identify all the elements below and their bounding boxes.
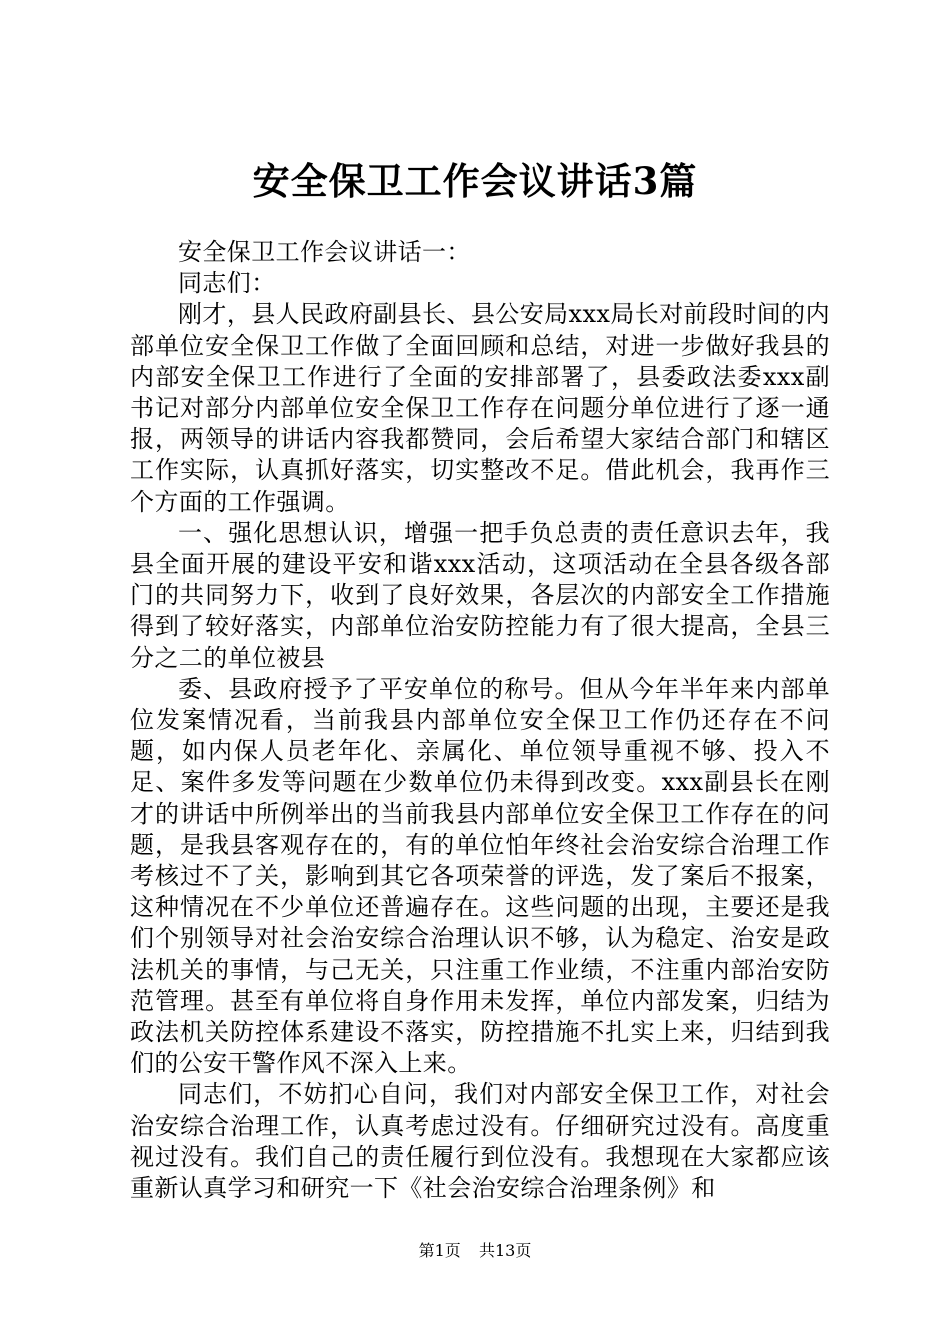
paragraph-salutation: 同志们： (178, 269, 276, 298)
paragraph: 同志们，不妨扪心自问，我们对内部安全保卫工作，对社会治安综合治理工作，认真考虑过没有。仔细研究过没有。高度重视过没有。我们自己的责任履行到位没有。我想现在大家都应该重新认真学习和研究一下《社会治安综合治理条例》和 (130, 1080, 830, 1203)
paragraph: 刚才，县人民政府副县长、县公安局xxx局长对前段时间的内部单位安全保卫工作做了全面回顾和总结，对进一步做好我县的内部安全保卫工作进行了全面的安排部署了，县委政法委xxx副书记对部分内部单位安全保卫工作存在问题分单位进行了逐一通报，两领导的讲话内容我都赞同，会后希望大家结合部门和辖区工作实际，认真抓好落实，切实整改不足。借此机会，我再作三个方面的工作强调。 (130, 300, 830, 516)
page-footer (0, 1239, 950, 1263)
page-separator (466, 1241, 474, 1260)
page-total: 共13页 (479, 1241, 532, 1260)
document-body (130, 237, 830, 1204)
paragraph: 委、县政府授予了平安单位的称号。但从今年半年来内部单位发案情况看，当前我县内部单位安全保卫工作仍还存在不问题，如内保人员老年化、亲属化、单位领导重视不够、投入不足、案件多发等问题在少数单位仍未得到改变。xxx副县长在刚才的讲话中所例举出的当前我县内部单位安全保卫工作存在的问题，是我县客观存在的，有的单位怕年终社会治安综合治理工作考核过不了关，影响到其它各项荣誉的评选，发了案后不报案，这种情况在不少单位还普遍存在。这些问题的出现，主要还是我们个别领导对社会治安综合治理认识不够，认为稳定、治安是政法机关的事情，与己无关，只注重工作业绩，不注重内部治安防范管理。甚至有单位将自身作用未发挥，单位内部发案，归结为政法机关防控体系建设不落实，防控措施不扎实上来，归结到我们的公安干警作风不深入上来。 (130, 674, 830, 1078)
paragraph: 一、强化思想认识，增强一把手负总责的责任意识去年，我县全面开展的建设平安和谐xxx活动，这项活动在全县各级各部门的共同努力下，收到了良好效果，各层次的内部安全工作措施得到了较好落实，内部单位治安防控能力有了很大提高，全县三分之二的单位被县 (130, 518, 830, 672)
paragraph-heading: 安全保卫工作会议讲话一： (178, 238, 471, 266)
document-title: 安全保卫工作会议讲话3篇 (252, 159, 698, 203)
page-number: 第1页 (418, 1241, 461, 1260)
